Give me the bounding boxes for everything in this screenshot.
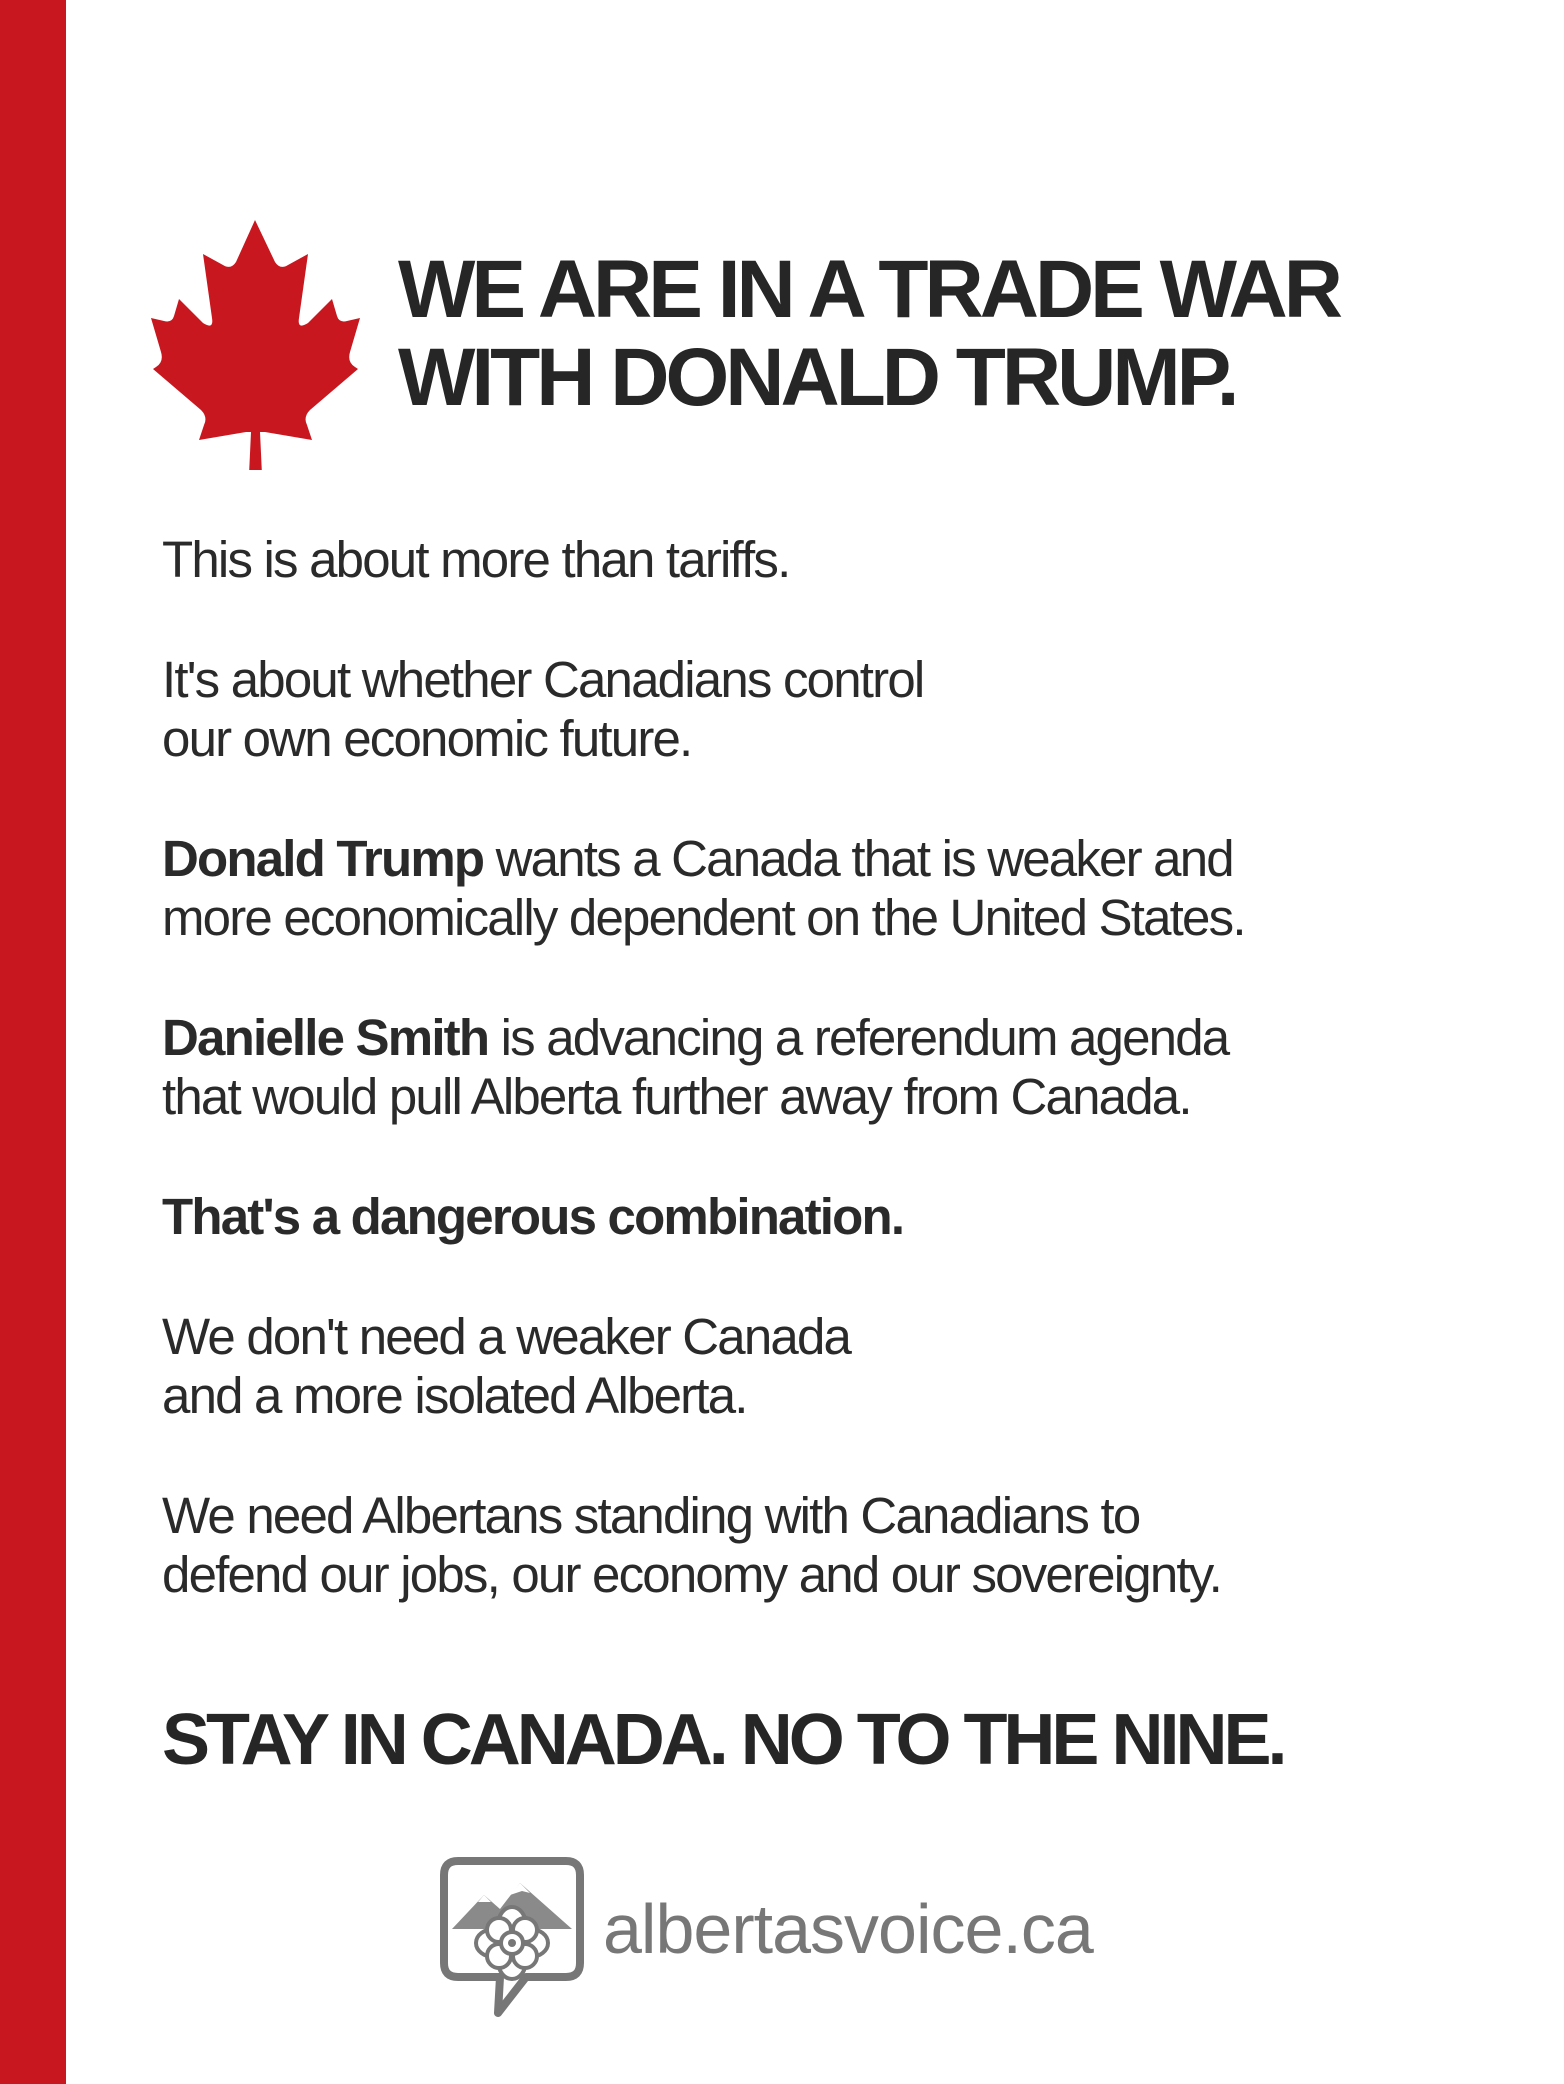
paragraph-line: This is about more than tariffs.: [162, 531, 790, 588]
paragraph-weaker-canada: [162, 1307, 1462, 1425]
header: [150, 220, 1470, 480]
headline-line-1: WE ARE IN A TRADE WAR: [398, 244, 1339, 335]
paragraph-line: that would pull Alberta further away from Canada.: [162, 1068, 1191, 1125]
logo-url-text[interactable]: albertasvoice.ca: [603, 1890, 1093, 1968]
mountain-flower-speech-bubble-icon: [438, 1855, 586, 2023]
paragraph-line: more economically dependent on the United States.: [162, 889, 1245, 946]
paragraph-line: We don't need a weaker Canada: [162, 1308, 851, 1365]
maple-leaf-icon: [150, 220, 360, 470]
paragraph-line-rest: wants a Canada that is weaker and: [483, 830, 1233, 887]
bold-name-donald-trump: Donald Trump: [162, 830, 484, 887]
body-text: [162, 530, 1462, 1665]
paragraph-line: [162, 829, 1462, 888]
paragraph-line: our own economic future.: [162, 710, 692, 767]
paragraph-line-rest: is advancing a referendum agenda: [488, 1009, 1229, 1066]
paragraph-line: We need Albertans standing with Canadians to: [162, 1487, 1140, 1544]
paragraph-danielle-smith: [162, 1008, 1462, 1126]
headline: [398, 246, 1339, 422]
paragraph-line: It's about whether Canadians control: [162, 651, 924, 708]
paragraph-tariffs: [162, 530, 1462, 589]
paragraph-economic-future: [162, 650, 1462, 768]
paragraph-line: and a more isolated Alberta.: [162, 1367, 747, 1424]
paragraph-dangerous-combination: [162, 1187, 1462, 1246]
albertas-voice-logo[interactable]: [438, 1855, 1138, 2025]
headline-line-2: WITH DONALD TRUMP.: [398, 332, 1236, 423]
bold-name-danielle-smith: Danielle Smith: [162, 1009, 489, 1066]
red-side-bar: [0, 0, 66, 2084]
slogan: STAY IN CANADA. NO TO THE NINE.: [162, 1700, 1284, 1780]
paragraph-donald-trump: [162, 829, 1462, 947]
paragraph-line: That's a dangerous combination.: [162, 1188, 904, 1245]
paragraph-line: [162, 1008, 1462, 1067]
paragraph-standing-together: [162, 1486, 1462, 1604]
paragraph-line: defend our jobs, our economy and our sovereignty.: [162, 1546, 1222, 1603]
